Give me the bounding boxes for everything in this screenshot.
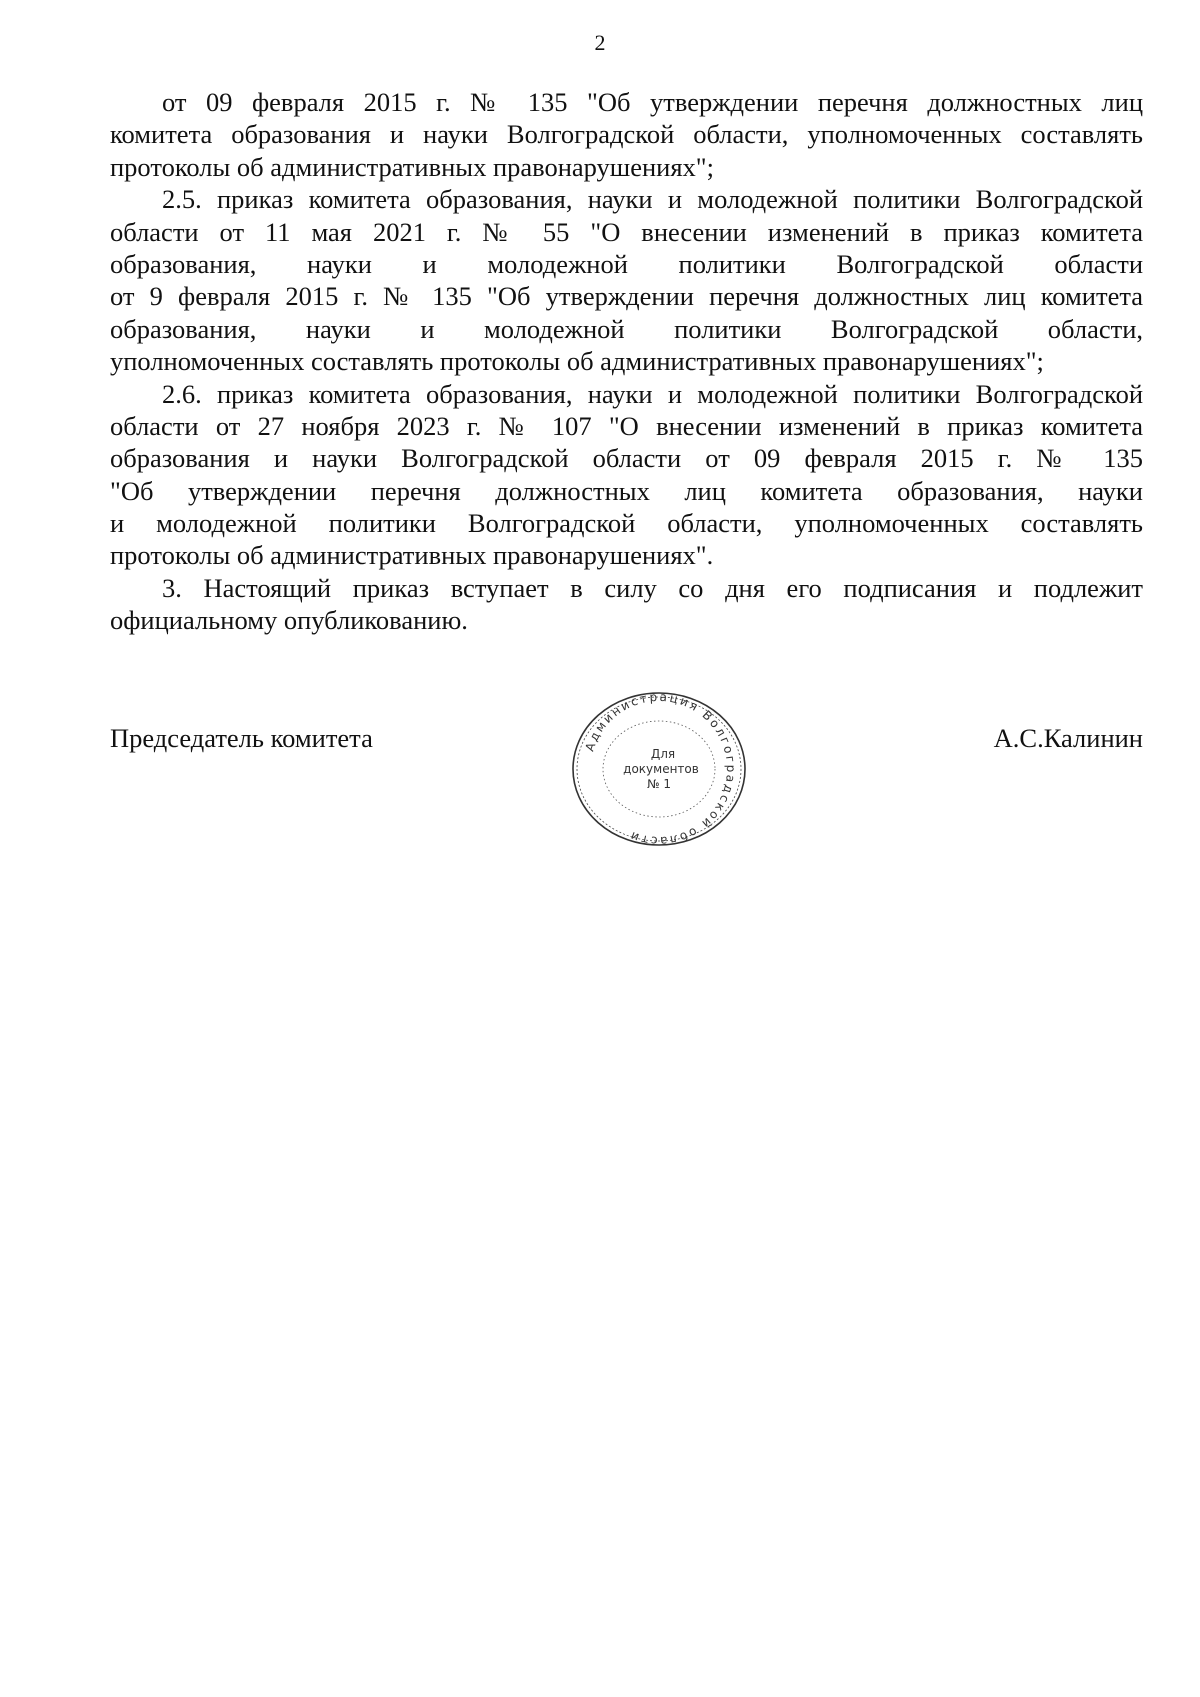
text-line: 2.6. приказ комитета образования, науки и молодежной политики Волгоградской [162,378,1143,409]
text-line: комитета образования и науки Волгоградской области, уполномоченных составлять [110,119,1143,150]
signatory-name: А.С.Калинин [993,723,1143,753]
paragraph-3 [110,572,1143,637]
stamp-outer-text: Администрация Волгоградской области [582,689,739,849]
text-line: протоколы об административных правонарушениях"; [110,151,714,182]
text-line: от 9 февраля 2015 г. № 135 "Об утверждении перечня должностных лиц комитета [110,281,1143,312]
text-line: протоколы об административных правонарушениях". [110,540,714,571]
text-line: "Об утверждении перечня должностных лиц комитета образования, науки [110,475,1143,506]
text-line: от 09 февраля 2015 г. № 135 "Об утверждении перечня должностных лиц [162,87,1143,117]
document-body [110,86,1143,637]
page-number: 2 [594,30,606,55]
text-line: образования и науки Волгоградской области от 09 февраля 2015 г. № 135 [110,443,1143,474]
paragraph-2-5 [110,183,1143,377]
text-line: и молодежной политики Волгоградской области, уполномоченных составлять [110,508,1143,539]
paragraph-continuation [110,86,1143,183]
text-line: 3. Настоящий приказ вступает в силу со дня его подписания и подлежит [162,572,1143,603]
text-line: уполномоченных составлять протоколы об административных правонарушениях"; [110,346,1044,377]
signatory-position: Председатель комитета [110,723,373,753]
text-line: официальному опубликованию. [110,605,468,636]
paragraph-2-6 [110,378,1143,572]
text-line: образования, науки и молодежной политики Волгоградской области, [110,313,1143,344]
stamp-center-line: документов [623,762,699,776]
official-seal-stamp [563,688,755,850]
text-line: 2.5. приказ комитета образования, науки и молодежной политики Волгоградской [162,184,1143,215]
text-line: области от 27 ноября 2023 г. № 107 "О внесении изменений в приказ комитета [110,410,1143,441]
stamp-center-line: № 1 [647,777,671,791]
text-line: образования, науки и молодежной политики Волгоградской области [110,248,1143,279]
stamp-center-line: Для [650,747,676,761]
text-line: области от 11 мая 2021 г. № 55 "О внесении изменений в приказ комитета [110,216,1143,247]
